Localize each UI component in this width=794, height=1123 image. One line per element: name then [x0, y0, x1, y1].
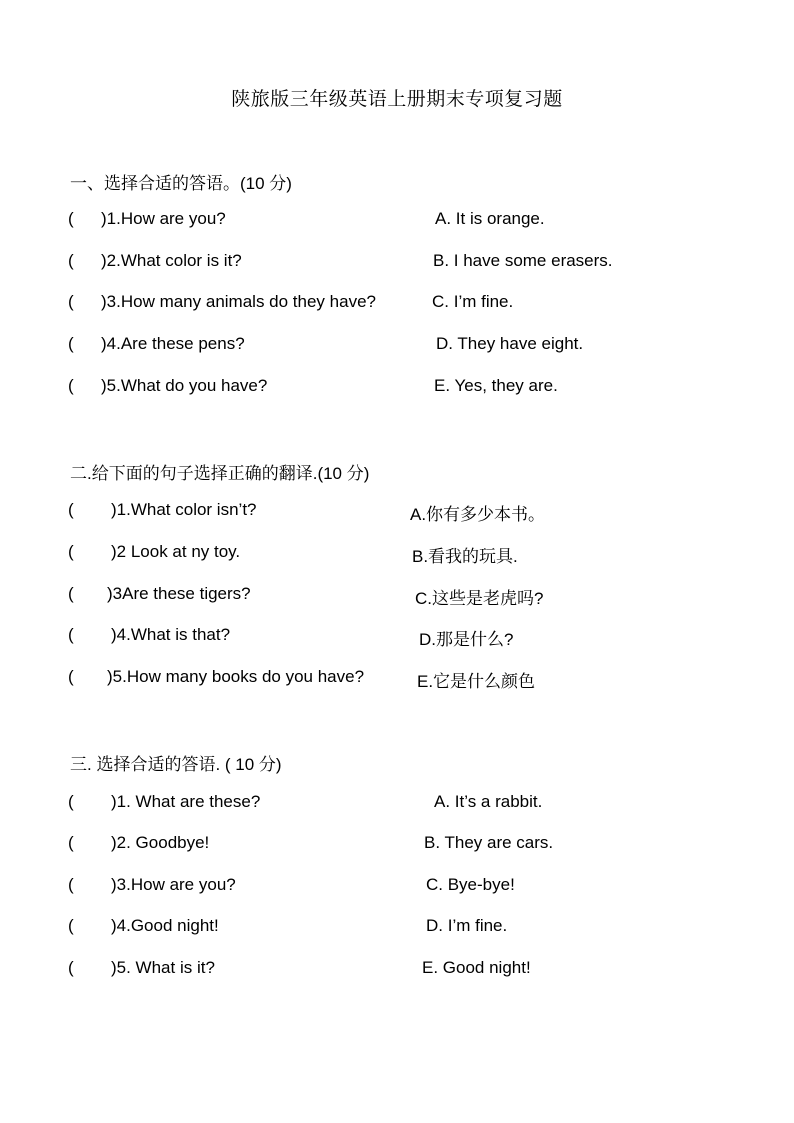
section-3-question-4: [0, 916, 794, 940]
section-1-question-2: [0, 251, 794, 275]
answer-blank: (: [68, 958, 74, 977]
question-text: )4.What is that?: [111, 625, 231, 644]
answer-blank: (: [68, 584, 74, 603]
answer-option: B.看我的玩具.: [412, 547, 518, 566]
section-1-question-4: [0, 334, 794, 358]
section-2-question-3: [0, 584, 794, 608]
question-text: )1. What are these?: [111, 792, 261, 811]
answer-option: B. They are cars.: [424, 833, 554, 852]
section-1-question-5: [0, 376, 794, 400]
question-text: )4.Good night!: [111, 916, 219, 935]
answer-blank: (: [68, 542, 74, 561]
question-text: )2. Goodbye!: [111, 833, 210, 852]
answer-blank: (: [68, 916, 74, 935]
question-text: )1.What color isn’t?: [111, 500, 257, 519]
question-text: )3Are these tigers?: [107, 584, 251, 603]
section-3-question-1: [0, 792, 794, 816]
section-2-question-2: [0, 542, 794, 566]
section-1-heading: 一、选择合适的答语。(10 分): [70, 174, 292, 193]
section-1-question-1: [0, 209, 794, 233]
answer-blank: (: [68, 334, 74, 353]
answer-option: A. It’s a rabbit.: [434, 792, 543, 811]
question-text: )5.What do you have?: [101, 376, 268, 395]
answer-blank: (: [68, 792, 74, 811]
question-text: )2.What color is it?: [101, 251, 242, 270]
page-title: 陕旅版三年级英语上册期末专项复习题: [231, 89, 563, 110]
answer-blank: (: [68, 500, 74, 519]
answer-blank: (: [68, 209, 74, 228]
answer-option: E. Yes, they are.: [434, 376, 558, 395]
section-1-question-3: [0, 292, 794, 316]
question-text: )5. What is it?: [111, 958, 215, 977]
answer-option: D.那是什么?: [419, 630, 514, 649]
section-3-question-3: [0, 875, 794, 899]
section-3-question-5: [0, 958, 794, 982]
answer-option: C. I’m fine.: [432, 292, 514, 311]
answer-option: D. I’m fine.: [426, 916, 508, 935]
answer-option: A.你有多少本书。: [410, 505, 546, 524]
answer-blank: (: [68, 667, 74, 686]
answer-option: A. It is orange.: [435, 209, 545, 228]
question-text: )3.How are you?: [111, 875, 236, 894]
answer-blank: (: [68, 875, 74, 894]
answer-blank: (: [68, 625, 74, 644]
question-text: )4.Are these pens?: [101, 334, 245, 353]
section-3-heading: 三. 选择合适的答语. ( 10 分): [70, 755, 282, 774]
answer-option: E.它是什么颜色: [417, 672, 536, 691]
question-text: )3.How many animals do they have?: [101, 292, 376, 311]
section-2-question-4: [0, 625, 794, 649]
answer-blank: (: [68, 376, 74, 395]
answer-option: D. They have eight.: [436, 334, 584, 353]
answer-blank: (: [68, 833, 74, 852]
answer-blank: (: [68, 292, 74, 311]
section-2-heading: 二.给下面的句子选择正确的翻译.(10 分): [70, 464, 370, 483]
question-text: )2 Look at ny toy.: [111, 542, 241, 561]
answer-option: C.这些是老虎吗?: [415, 589, 544, 608]
question-text: )1.How are you?: [101, 209, 226, 228]
answer-blank: (: [68, 251, 74, 270]
section-2-question-5: [0, 667, 794, 691]
answer-option: C. Bye-bye!: [426, 875, 515, 894]
answer-option: B. I have some erasers.: [433, 251, 613, 270]
section-2-question-1: [0, 500, 794, 524]
question-text: )5.How many books do you have?: [107, 667, 365, 686]
section-3-question-2: [0, 833, 794, 857]
answer-option: E. Good night!: [422, 958, 531, 977]
